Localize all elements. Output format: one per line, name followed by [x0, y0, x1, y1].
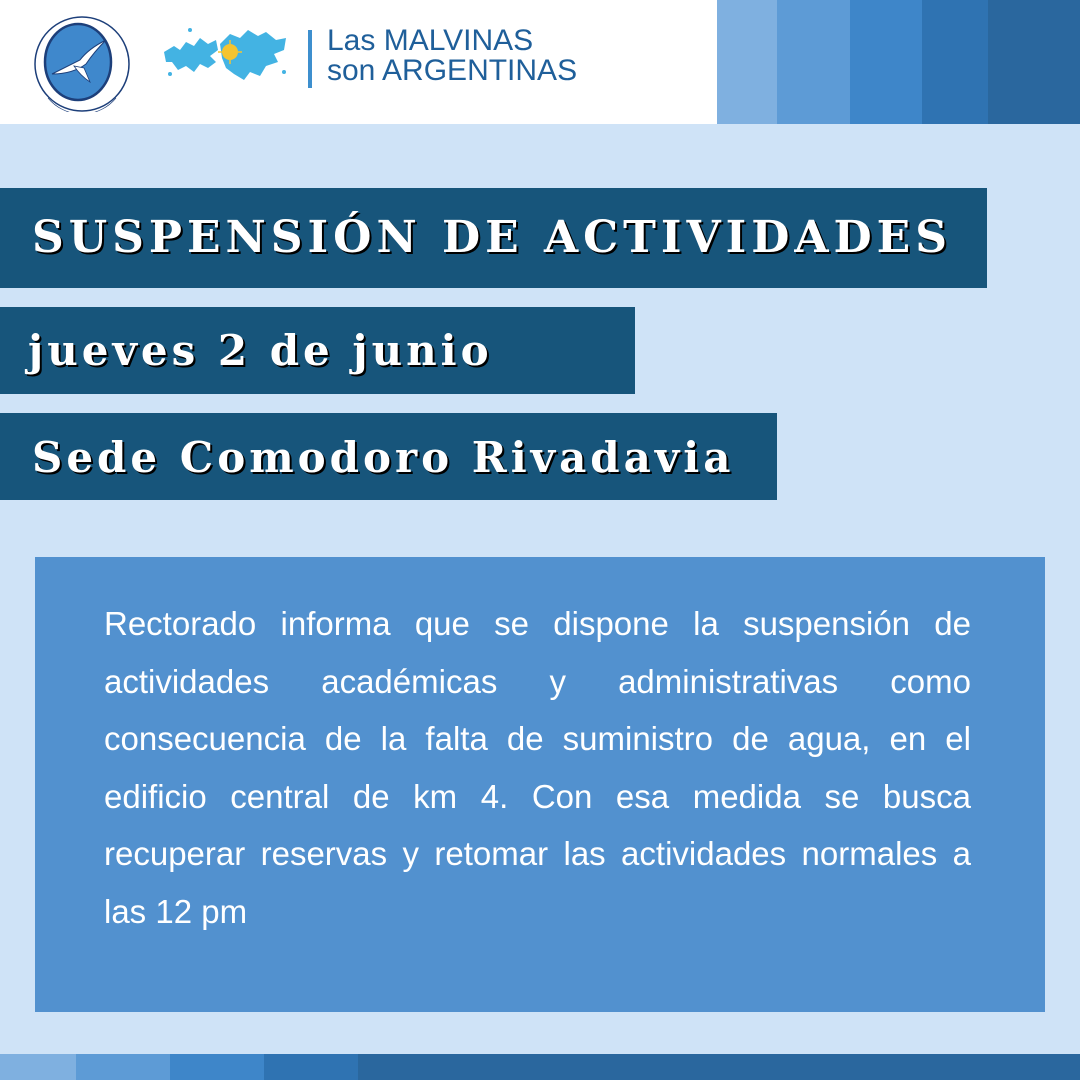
malvinas-islands-map-icon — [160, 22, 292, 86]
slogan-line-1: Las MALVINAS — [327, 24, 534, 57]
header-divider — [308, 30, 312, 88]
footer-segment-1 — [0, 1054, 76, 1080]
header-stripe-2 — [777, 0, 850, 124]
info-text: Rectorado informa que se dispone la suspensión de actividades académicas y administrativas como consecuencia de la falta de suministro de agua, en el edificio central de km 4. Con esa medida se busca recuperar reservas y retomar las actividades normales a las 12 pm — [104, 605, 971, 930]
header-stripe-3 — [850, 0, 922, 124]
info-box — [35, 557, 1045, 1012]
header-stripe-1 — [717, 0, 777, 124]
footer-stripes — [0, 1054, 1080, 1080]
location-label: Sede Comodoro Rivadavia — [32, 433, 735, 482]
header — [0, 0, 1080, 124]
university-logo — [34, 16, 130, 112]
malvinas-slogan — [327, 26, 577, 86]
slogan-line-2: son ARGENTINAS — [327, 54, 578, 87]
date-label: jueves 2 de junio — [28, 326, 493, 375]
header-stripe-4 — [922, 0, 988, 124]
footer-segment-3 — [170, 1054, 264, 1080]
location-band — [0, 413, 777, 500]
date-band — [0, 307, 635, 394]
footer-segment-2 — [76, 1054, 170, 1080]
header-stripe-5 — [988, 0, 1080, 124]
title-band — [0, 188, 987, 288]
page-title: SUSPENSIÓN DE ACTIVIDADES — [32, 212, 952, 263]
footer-segment-4 — [264, 1054, 358, 1080]
footer-segment-5 — [358, 1054, 1080, 1080]
